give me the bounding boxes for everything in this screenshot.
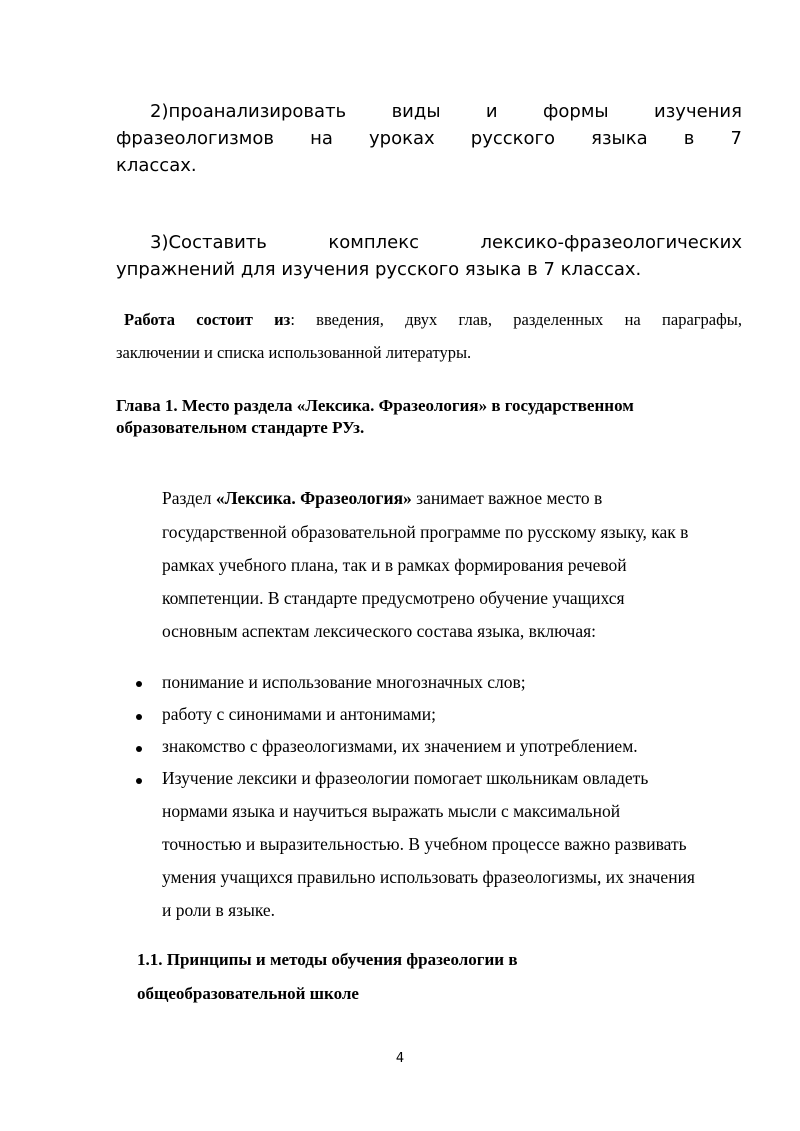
bullet-item-3: знакомство с фразеологизмами, их значением и употреблением. [162,736,638,756]
list-item-2-word: и [485,101,498,122]
structure-line-1 [124,310,742,330]
section-title-line-1: 1.1. Принципы и методы обучения фразеологии в [137,950,518,969]
list-item-3-word: лексико-фразеологических [480,232,742,253]
list-item-2-word: уроках [369,128,435,149]
list-item-3-line-1 [116,232,742,253]
bullet-icon [136,746,142,752]
structure-rest: : введения, двух глав, разделенных на параграфы, [290,310,743,329]
list-item-2-word: проанализировать [168,101,347,122]
list-item-2-word: на [310,128,333,149]
page-number: 4 [395,1051,405,1066]
chapter-title-line-1: Глава 1. Место раздела «Лексика. Фразеология» в государственном [116,396,634,415]
bullet-item-4-line-1: Изучение лексики и фразеологии помогает школьникам овладеть [162,768,649,788]
list-item-2-word: в [683,128,695,149]
list-item-2-line-2 [116,128,742,149]
structure-line-2: заключении и списка использованной литературы. [116,343,472,362]
list-item-2-word: 7 [730,128,742,149]
paragraph-line-1 [162,488,602,509]
list-item-2-word: языка [591,128,648,149]
chapter-title-line-2: образовательном стандарте РУз. [116,418,365,437]
bullet-icon [136,681,142,687]
bullet-item-4-line-5: и роли в языке. [162,900,276,920]
bullet-item-4-line-3: точностью и выразительностью. В учебном процессе важно развивать [162,834,687,854]
list-item-3-number: 3) [150,232,169,253]
list-item-3-word: комплекс [328,232,420,253]
list-item-2-number: 2) [150,101,169,122]
section-title-line-2: общеобразовательной школе [137,984,359,1003]
list-item-2-word: фразеологизмов [116,128,274,149]
paragraph-line-5: основным аспектам лексического состава языка, включая: [162,621,597,641]
bullet-item-1: понимание и использование многозначных слов; [162,672,526,692]
paragraph-bold-term: «Лексика. Фразеология» [215,488,412,508]
bullet-icon [136,778,142,784]
list-item-2-word: русского [470,128,556,149]
structure-bold-lead: Работа состоит из [124,310,291,329]
paragraph-line-4: компетенции. В стандарте предусмотрено обучение учащихся [162,588,625,608]
list-item-2-line-1 [116,101,742,122]
bullet-item-2: работу с синонимами и антонимами; [162,704,436,724]
paragraph-line-3: рамках учебного плана, так и в рамках формирования речевой [162,555,627,575]
list-item-2-word: изучения [654,101,742,122]
list-item-3-line-2: упражнений для изучения русского языка в 7 классах. [116,259,642,280]
list-item-2-word: формы [543,101,609,122]
list-item-2-line-3: классах. [116,155,197,176]
paragraph-text: занимает важное место в [411,488,603,508]
bullet-icon [136,714,142,720]
list-item-2-word: виды [391,101,441,122]
list-item-3-word: Составить [168,232,267,253]
bullet-item-4-line-4: умения учащихся правильно использовать фразеологизмы, их значения [162,867,695,887]
paragraph-text: Раздел [162,488,216,508]
paragraph-line-2: государственной образовательной программе по русскому языку, как в [162,522,689,542]
bullet-item-4-line-2: нормами языка и научиться выражать мысли с максимальной [162,801,621,821]
